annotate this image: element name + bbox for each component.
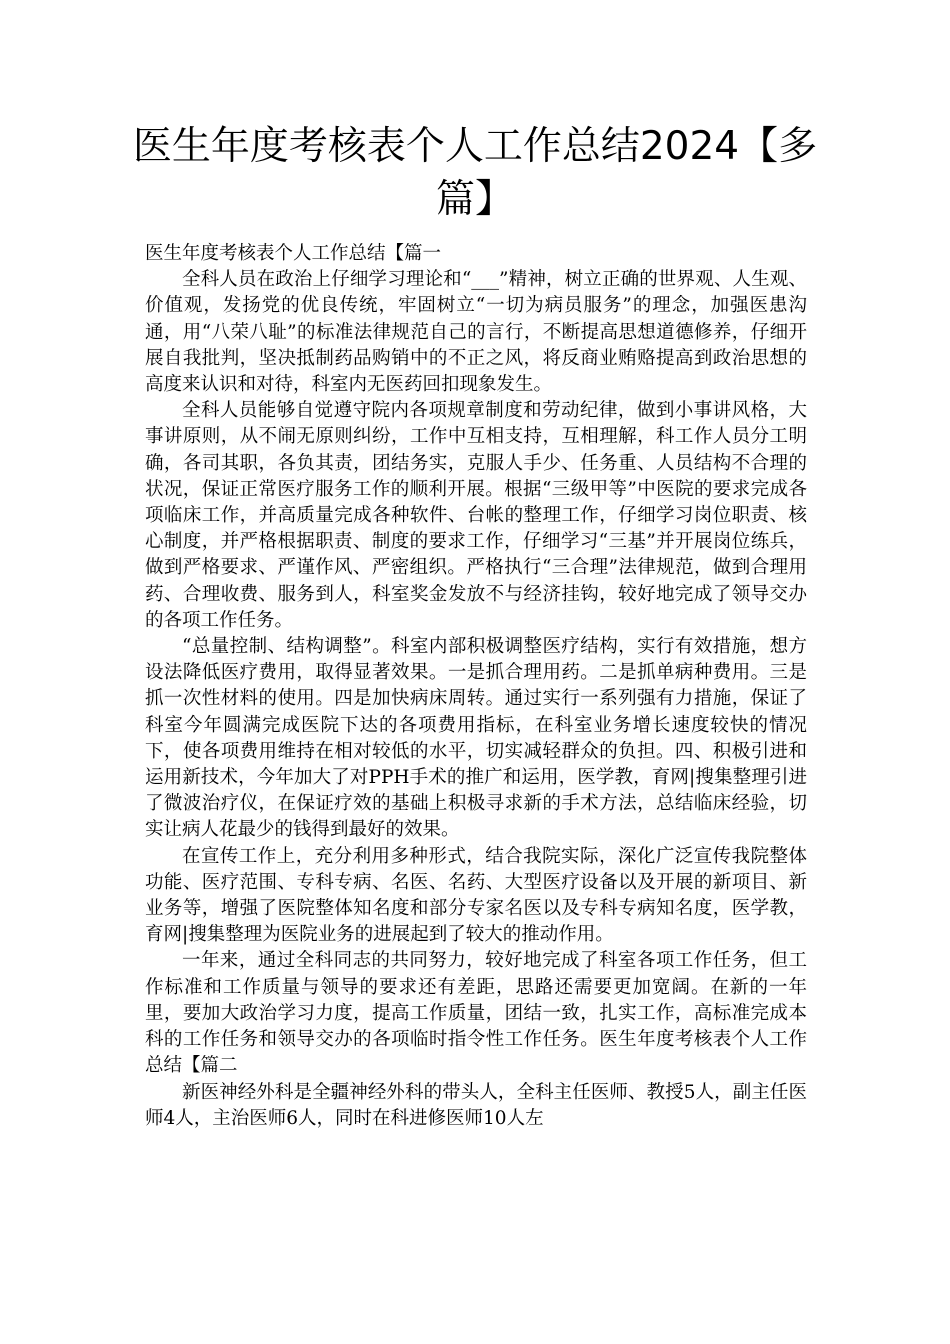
paragraph-2: 全科人员能够自觉遵守院内各项规章制度和劳动纪律，做到小事讲风格，大事讲原则，从不闹无原则纠纷，工作中互相支持，互相理解，科工作人员分工明确，各司其职，各负其责，团结务实，克服人手少、任务重、人员结构不合理的状况，保证正常医疗服务工作的顺利开展。根据“三级甲等”中医院的要求完成各项临床工作，并高质量完成各种软件、台帐的整理工作，仔细学习岗位职责、核心制度，并严格根据职责、制度的要求工作，仔细学习“三基”并开展岗位练兵，做到严格要求、严谨作风、严密组织。严格执行“三合理”法律规范，做到合理用药、合理收费、服务到人，科室奖金发放不与经济挂钩，较好地完成了领导交办的各项工作任务。 [145, 400, 807, 631]
paragraph-4: 在宣传工作上，充分利用多种形式，结合我院实际，深化广泛宣传我院整体功能、医疗范围、专科专病、名医、名药、大型医疗设备以及开展的新项目、新业务等，增强了医院整体知名度和部分专家名医以及专科专病知名度，医学教，育网|搜集整理为医院业务的进展起到了较大的推动作用。 [145, 845, 807, 946]
section-heading-1: 医生年度考核表个人工作总结【篇一 [145, 243, 442, 264]
paragraph-3: “总量控制、结构调整”。科室内部积极调整医疗结构，实行有效措施，想方设法降低医疗费用，取得显著效果。一是抓合理用药。二是抓单病种费用。三是抓一次性材料的使用。四是加快病床周转。通过实行一系列强有力措施，保证了科室今年圆满完成医院下达的各项费用指标，在科室业务增长速度较快的情况下，使各项费用维持在相对较低的水平，切实减轻群众的负担。四、积极引进和运用新技术，今年加大了对PPH手术的推广和运用，医学教，育网|搜集整理引进了微波治疗仪，在保证疗效的基础上积极寻求新的手术方法，总结临床经验，切实让病人花最少的钱得到最好的效果。 [145, 636, 807, 841]
document-body [145, 241, 807, 1132]
paragraph-6: 新医神经外科是全疆神经外科的带头人，全科主任医师、教授5人，副主任医师4人，主治医师6人，同时在科进修医师10人左 [145, 1081, 807, 1129]
paragraph-1: 全科人员在政治上仔细学习理论和“___”精神，树立正确的世界观、人生观、价值观，发扬党的优良传统，牢固树立“一切为病员服务”的理念，加强医患沟通，用“八荣八耻”的标准法律规范自己的言行，不断提高思想道德修养，仔细开展自我批判，坚决抵制药品购销中的不正之风，将反商业贿赂提高到政治思想的高度来认识和对待，科室内无医药回扣现象发生。 [145, 269, 807, 396]
paragraph-5: 一年来，通过全科同志的共同努力，较好地完成了科室各项工作任务，但工作标准和工作质量与领导的要求还有差距，思路还需要更加宽阔。在新的一年里，要加大政治学习力度，提高工作质量，团结一致，扎实工作，高标准完成本科的工作任务和领导交办的各项临时指令性工作任务。医生年度考核表个人工作总结【篇二 [145, 950, 807, 1077]
document-title: 医生年度考核表个人工作总结2024【多篇】 [132, 124, 818, 222]
